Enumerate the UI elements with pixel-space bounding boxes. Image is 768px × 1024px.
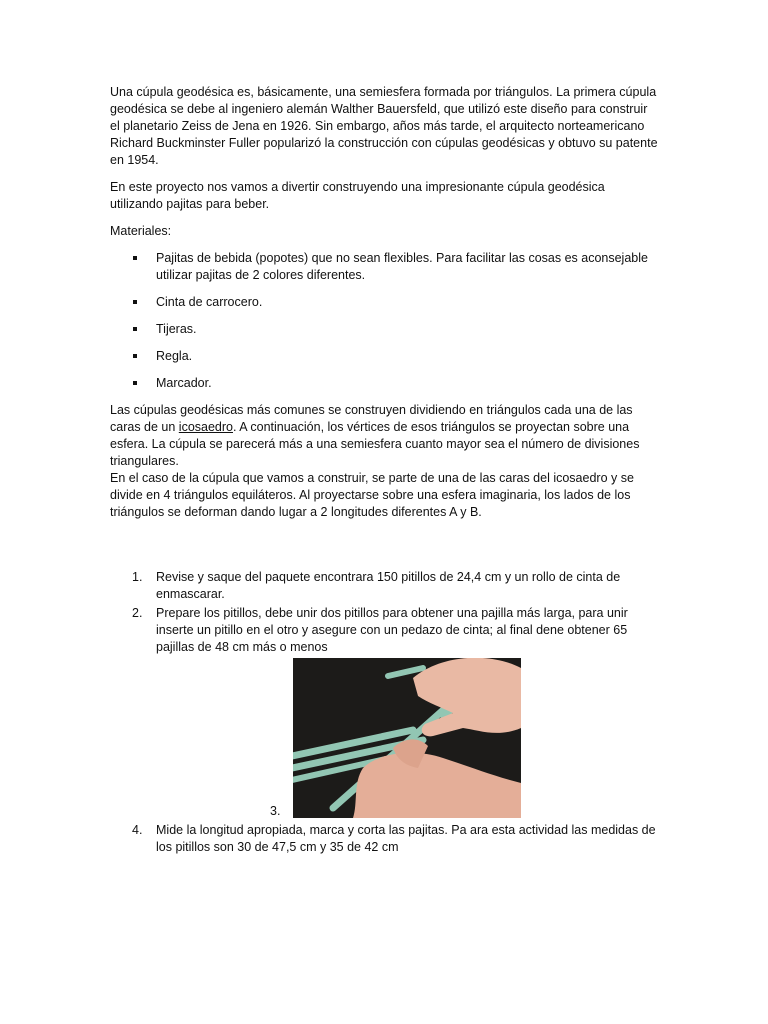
intro-paragraph: Una cúpula geodésica es, básicamente, una semiesfera formada por triángulos. La primera cúpula geodésica se debe al ingeniero alemán Walther Bauersfeld, que utilizó este diseño para construir el planetario Zeiss de Jena en 1926. Sin embargo, años más tarde, el arquitecto norteamericano Richard Buckminster Fuller popularizó la construcción con cúpulas geodésicas y obtuvo su patente en 1954. <box>110 85 658 167</box>
list-item <box>110 348 658 365</box>
step-text: Prepare los pitillos, debe unir dos pitillos para obtener una pajilla más larga, para unir inserte un pitillo en el otro y asegure con un pedazo de cinta; al final dene obtener 65 pajillas de 48 cm más o menos <box>156 606 628 654</box>
hands-joining-straws-image <box>293 658 521 818</box>
step-item <box>110 822 658 856</box>
step-number: 2. <box>132 606 143 620</box>
bullet-icon <box>133 256 137 260</box>
list-item-text: Cinta de carrocero. <box>156 295 263 309</box>
icosahedron-paragraph <box>110 402 658 470</box>
list-item <box>110 250 658 284</box>
materials-list <box>110 250 658 392</box>
list-item-text: Tijeras. <box>156 322 197 336</box>
step-text: Mide la longitud apropiada, marca y corta las pajitas. Pa ara esta actividad las medidas de los pitillos son 30 de 47,5 cm y 35 de 42 cm <box>156 823 656 854</box>
case-paragraph: En el caso de la cúpula que vamos a construir, se parte de una de las caras del icosaedro y se divide en 4 triángulos equiláteros. Al proyectarse sobre una esfera imaginaria, los lados de los triángulos se deforman dando lugar a 2 longitudes diferentes A y B. <box>110 471 634 519</box>
project-paragraph: En este proyecto nos vamos a divertir construyendo una impresionante cúpula geodésica utilizando pajitas para beber. <box>110 180 605 211</box>
step-number: 4. <box>132 823 143 837</box>
bullet-icon <box>133 381 137 385</box>
step-item <box>110 605 658 656</box>
bullet-icon <box>133 300 137 304</box>
step-item <box>110 569 658 603</box>
step-text: Revise y saque del paquete encontrara 150 pitillos de 24,4 cm y un rollo de cinta de enmascarar. <box>156 570 621 601</box>
list-item-text: Marcador. <box>156 376 212 390</box>
list-item <box>110 294 658 311</box>
steps-list-continued <box>110 822 658 856</box>
icosahedron-text-after: . A continuación, los vértices de esos triángulos se proyectan sobre una esfera. La cúpula se parecerá más a una semiesfera cuanto mayor sea el número de divisiones triangulares. <box>110 420 640 468</box>
icosahedron-link[interactable]: icosaedro <box>178 420 233 434</box>
spacer <box>110 531 658 569</box>
step-number: 1. <box>132 570 143 584</box>
document-page <box>110 84 658 858</box>
list-item-text: Pajitas de bebida (popotes) que no sean flexibles. Para facilitar las cosas es aconsejable utilizar pajitas de 2 colores diferentes. <box>156 251 648 282</box>
step-3-figure <box>110 658 658 820</box>
materials-heading: Materiales: <box>110 224 172 238</box>
bullet-icon <box>133 327 137 331</box>
straws-photo <box>293 658 521 818</box>
steps-list <box>110 569 658 656</box>
step-number: 3. <box>270 804 281 818</box>
list-item <box>110 375 658 392</box>
list-item <box>110 321 658 338</box>
icosahedron-text-before: Las cúpulas geodésicas más comunes se construyen dividiendo en triángulos cada una de las caras de un <box>110 403 633 434</box>
list-item-text: Regla. <box>156 349 193 363</box>
bullet-icon <box>133 354 137 358</box>
